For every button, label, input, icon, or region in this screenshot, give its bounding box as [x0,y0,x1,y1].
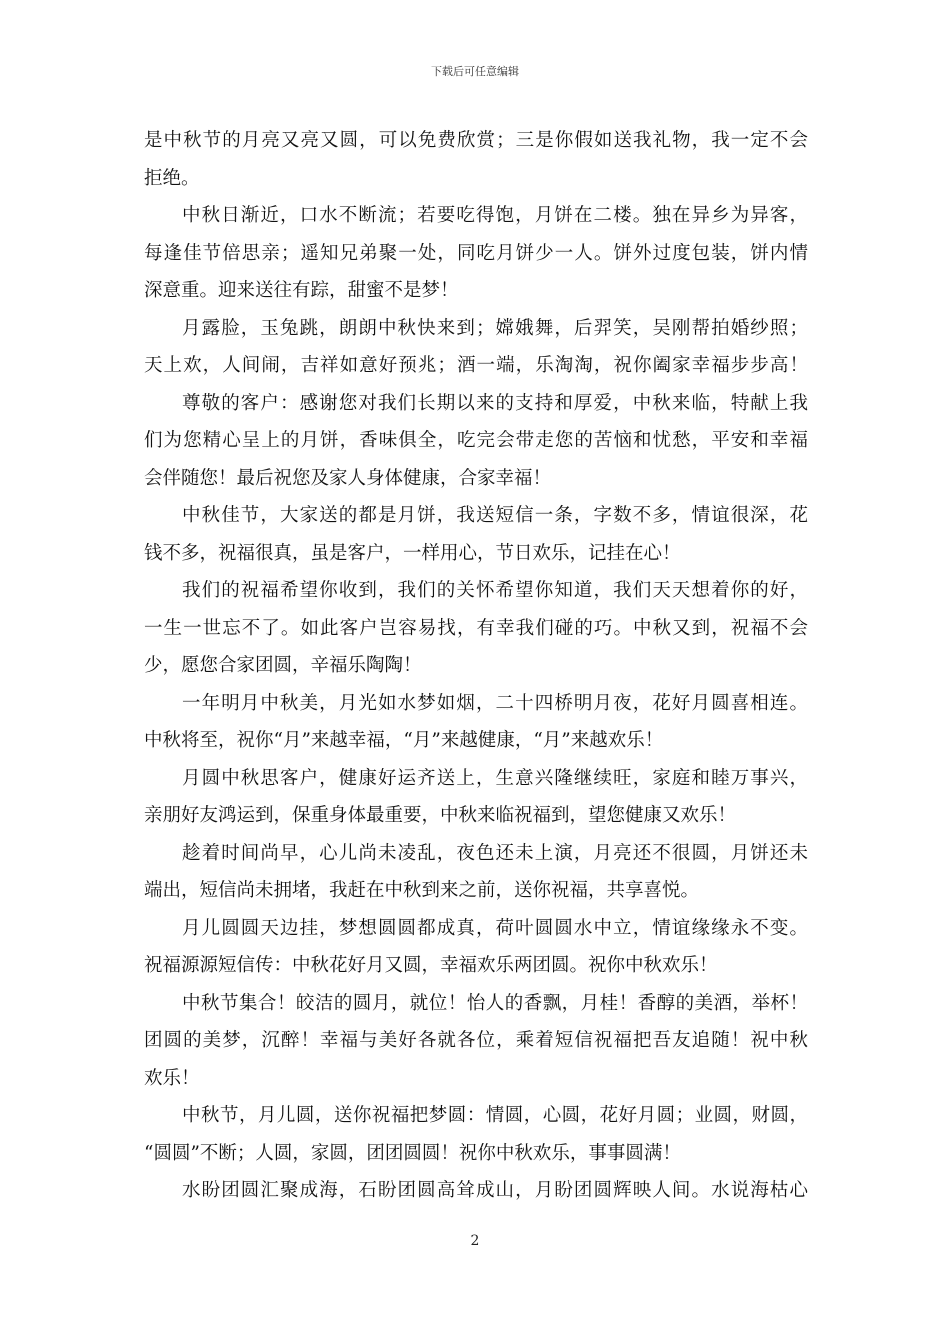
text-line: 会伴随您！最后祝您及家人身体健康，合家幸福！ [144,467,552,489]
text-line: 趁着时间尚早，心儿尚未凌乱，夜色还未上演，月亮还不很圆，月饼还未 [182,842,808,864]
text-line: 月露脸，玉兔跳，朗朗中秋快来到；嫦娥舞，后羿笑，吴刚帮拍婚纱照； [182,317,808,339]
text-line: 欢乐！ [144,1067,200,1089]
text-line: 亲朋好友鸿运到，保重身体最重要，中秋来临祝福到，望您健康又欢乐！ [144,805,737,826]
text-line: 中秋日渐近，口水不断流；若要吃得饱，月饼在二楼。独在异乡为异客， [182,205,808,226]
text-line: 尊敬的客户：感谢您对我们长期以来的支持和厚爱，中秋来临，特献上我 [182,392,808,414]
text-line: 深意重。迎来送往有踪，甜蜜不是梦！ [144,280,459,301]
text-line: 是中秋节的月亮又亮又圆，可以免费欣赏；三是你假如送我礼物，我一定不会 [144,130,808,151]
page-header: 下载后可任意编辑 [431,65,519,78]
text-line: 中秋节集合！皎洁的圆月，就位！怡人的香飘，月桂！香醇的美酒，举杯！ [182,992,808,1014]
text-line: 祝福源源短信传：中秋花好月又圆，幸福欢乐两团圆。祝你中秋欢乐！ [144,955,718,976]
text-line: 们为您精心呈上的月饼，香味俱全，吃完会带走您的苦恼和忧愁，平安和幸福 [144,430,808,451]
text-line: 一生一世忘不了。如此客户岂容易找，有幸我们碰的巧。中秋又到，祝福不会 [144,617,808,639]
text-line: 中秋佳节，大家送的都是月饼，我送短信一条，字数不多，情谊很深，花 [182,505,808,526]
text-line: 少，愿您合家团圆，辛福乐陶陶！ [144,655,422,676]
text-line: 拒绝。 [144,167,200,189]
text-line: 一年明月中秋美，月光如水梦如烟，二十四桥明月夜，花好月圆喜相连。 [182,692,808,714]
text-line: 中秋节，月儿圆，送你祝福把梦圆：情圆，心圆，花好月圆；业圆，财圆， [182,1105,808,1126]
document-body [144,122,808,1210]
text-line: 天上欢，人间闹，吉祥如意好预兆；酒一端，乐淘淘，祝你阖家幸福步步高！ [144,355,808,376]
text-line: 中秋将至，祝你“月”来越幸福，“月”来越健康，“月”来越欢乐！ [144,730,664,751]
text-line: 团圆的美梦，沉醉！幸福与美好各就各位，乘着短信祝福把吾友追随！祝中秋 [144,1030,808,1051]
text-line: 我们的祝福希望你收到，我们的关怀希望你知道，我们天天想着你的好， [182,580,808,601]
text-line: 水盼团圆汇聚成海，石盼团圆高耸成山，月盼团圆辉映人间。水说海枯心 [182,1180,808,1201]
text-line: 月圆中秋思客户，健康好运齐送上，生意兴隆继续旺，家庭和睦万事兴， [182,767,808,789]
text-line: 端出，短信尚未拥堵，我赶在中秋到来之前，送你祝福，共享喜悦。 [144,880,700,901]
text-line: 每逢佳节倍思亲；遥知兄弟聚一处，同吃月饼少一人。饼外过度包装，饼内情 [144,242,808,264]
text-line: “圆圆”不断；人圆，家圆，团团圆圆！祝你中秋欢乐，事事圆满！ [144,1142,681,1164]
page-number: 2 [470,1233,480,1249]
text-line: 月儿圆圆天边挂，梦想圆圆都成真，荷叶圆圆水中立，情谊缘缘永不变。 [182,917,808,939]
text-line: 钱不多，祝福很真，虽是客户，一样用心，节日欢乐，记挂在心！ [144,542,681,564]
